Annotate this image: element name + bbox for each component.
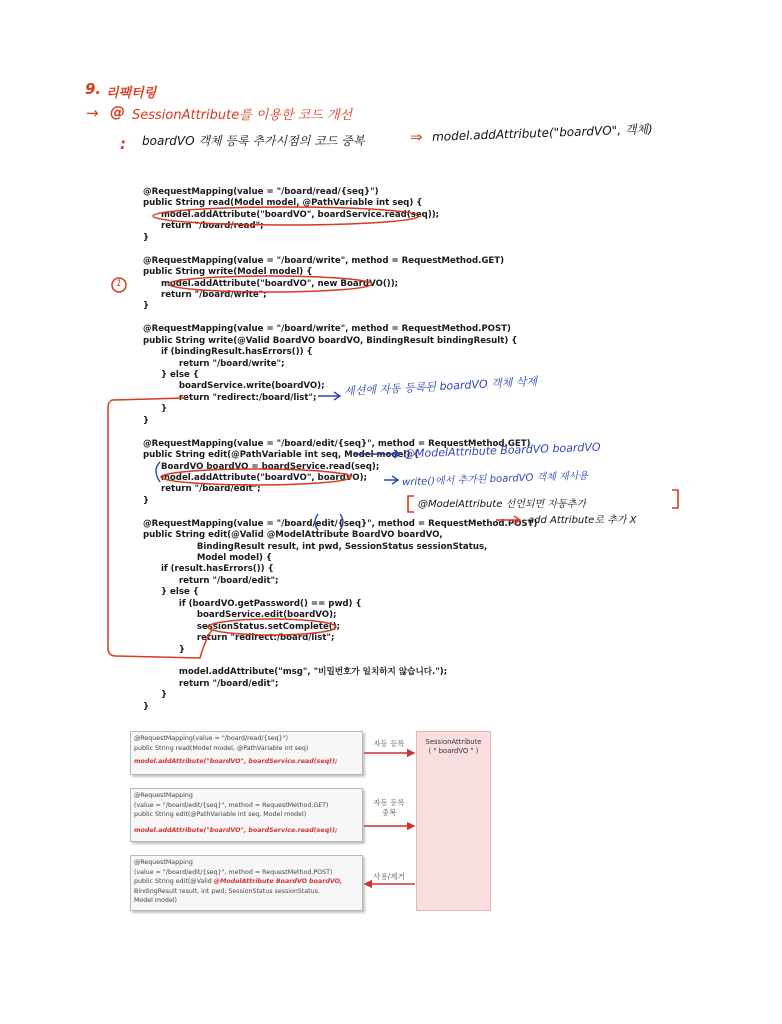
code-line: @RequestMapping(value = "/board/write", method = RequestMethod.GET) xyxy=(143,255,505,266)
code-line: } xyxy=(143,701,150,712)
code-line: return "redirect:/board/list"; xyxy=(143,392,317,403)
code-line: model.addAttribute("boardVO", boardVO); xyxy=(143,472,367,483)
note-model-attribute: @ModelAttribute BoardVO boardVO xyxy=(403,440,601,461)
code-line: BindingResult result, int pwd, SessionStatus sessionStatus, xyxy=(143,541,488,552)
code-line: public String edit(@PathVariable int seq, Model model) { xyxy=(143,450,420,461)
code-line: @RequestMapping(value = "/board/edit/{seq}", method = RequestMethod.POST) xyxy=(143,518,538,529)
code-line: return "/board/edit"; xyxy=(143,678,279,689)
diagram-box-edit-get-line3: public String edit(@PathVariable int seq, Model model) xyxy=(134,811,307,818)
code-line: public String read(Model model, @PathVariable int seq) { xyxy=(143,198,423,209)
session-attribute-sub: ( " boardVO " ) xyxy=(428,746,479,755)
code-line: } xyxy=(143,301,150,312)
note-auto-session: 세션에 자동 등록된 boardVO 객체 삭제 xyxy=(343,374,538,399)
code-line: } xyxy=(143,232,150,243)
code-line: public String write(@Valid BoardVO boardVO, BindingResult bindingResult) { xyxy=(143,335,518,346)
code-line: return "/board/write"; xyxy=(143,289,267,300)
sub-arrow: ⇒ xyxy=(410,128,423,146)
code-line: public String write(Model model) { xyxy=(143,267,313,278)
code-line: } xyxy=(143,644,186,655)
diagram-box-edit-get-line4: model.addAttribute("boardVO", boardService.read(seq)); xyxy=(134,826,338,834)
code-line: return "/board/edit"; xyxy=(143,575,279,586)
diagram-box-edit-post-line3b: @ModelAttribute BoardVO boardVO, xyxy=(213,878,343,885)
heading-title: 리팩터링 xyxy=(106,86,157,101)
diagram-box-edit-post-line5: Model model) xyxy=(134,897,177,904)
code-line: @RequestMapping(value = "/board/edit/{seq}", method = RequestMethod.GET) xyxy=(143,438,531,449)
arrow-label-1: 자동 등록 xyxy=(373,739,405,748)
arrow-label-2a: 자동 등록 xyxy=(373,798,405,807)
code-line: return "redirect:/board/list"; xyxy=(143,633,335,644)
code-line: } xyxy=(143,415,150,426)
arrow-label-2b: 중복 xyxy=(381,808,397,817)
note-bracket: @ModelAttribute 선언되면 자동추가 xyxy=(418,499,586,510)
diagram-box-edit-post-line1: @RequestMapping xyxy=(134,859,193,866)
code-line: public String edit(@Valid @ModelAttribute BoardVO boardVO, xyxy=(143,530,443,541)
diagram-box-edit-get-line1: @RequestMapping xyxy=(134,792,193,799)
bullet-marker: @ xyxy=(110,103,125,121)
code-line: } xyxy=(143,690,168,701)
arrow-label-3: 사용/제거 xyxy=(373,872,405,881)
code-line: @RequestMapping(value = "/board/read/{seq}") xyxy=(143,187,379,197)
heading-number: 9. xyxy=(85,80,102,98)
code-line: } else { xyxy=(143,587,199,598)
code-line: return "/board/edit"; xyxy=(143,484,261,495)
code-line: if (result.hasErrors()) { xyxy=(143,564,274,575)
code-line: Model model) { xyxy=(143,553,273,563)
bullet-text: SessionAttribute를 이용한 코드 개선 xyxy=(132,108,353,123)
diagram-box-edit-get-line2: (value = "/board/edit/{seq}", method = RequestMethod.GET) xyxy=(134,801,329,809)
code-line: model.addAttribute("msg", "비밀번호가 일치하지 않습니다."); xyxy=(143,667,448,678)
code-line: if (boardVO.getPassword() == pwd) { xyxy=(143,598,362,609)
diagram-box-edit-post-line3a: public String edit(@Valid xyxy=(134,878,214,885)
code-line: model.addAttribute("boardVO", new BoardVO()); xyxy=(143,278,399,289)
code-line: boardService.edit(boardVO); xyxy=(143,610,337,621)
code-line: BoardVO boardVO = boardService.read(seq); xyxy=(143,461,380,472)
note-no-add: add Attribute로 추가 X xyxy=(528,515,637,526)
session-attribute-title: SessionAttribute xyxy=(425,738,482,746)
bullet-arrow: → xyxy=(86,104,99,122)
diagram-box-read-line3: model.addAttribute("boardVO", boardService.read(seq)); xyxy=(134,758,338,765)
circle-one-label: 1 xyxy=(116,279,122,289)
code-line: sessionStatus.setComplete(); xyxy=(143,621,341,632)
diagram-box-read-line1: @RequestMapping(value = "/board/read/{seq}") xyxy=(134,735,288,742)
code-line: return "/board/write"; xyxy=(143,358,285,369)
code-line: if (bindingResult.hasErrors()) { xyxy=(143,347,313,358)
code-line: } else { xyxy=(143,370,199,380)
code-line: } xyxy=(143,404,168,415)
code-line: } xyxy=(143,495,150,506)
sub-text-left: boardVO 객체 등록 추가시점의 코드 중복 xyxy=(142,134,365,148)
sub-marker: : xyxy=(120,135,126,153)
note-write-reuse: write()에서 추가된 boardVO 객체 재사용 xyxy=(401,470,589,489)
code-line: @RequestMapping(value = "/board/write", method = RequestMethod.POST) xyxy=(143,324,511,335)
diagram-box-edit-post-line4: BindingResult result, int pwd, SessionStatus sessionStatus, xyxy=(134,887,320,895)
sub-text-right: model.addAttribute("boardVO", 객체) xyxy=(431,122,653,144)
code-line: boardService.write(boardVO); xyxy=(143,381,325,392)
code-line: model.addAttribute("boardVO", boardService.read(seq)); xyxy=(143,209,440,220)
diagram-box-read-line2: public String read(Model model, @PathVariable int seq) xyxy=(134,744,309,752)
code-line: return "/board/read"; xyxy=(143,221,264,232)
diagram-box-edit-post-line2: (value = "/board/edit/{seq}", method = RequestMethod.POST) xyxy=(134,868,333,876)
